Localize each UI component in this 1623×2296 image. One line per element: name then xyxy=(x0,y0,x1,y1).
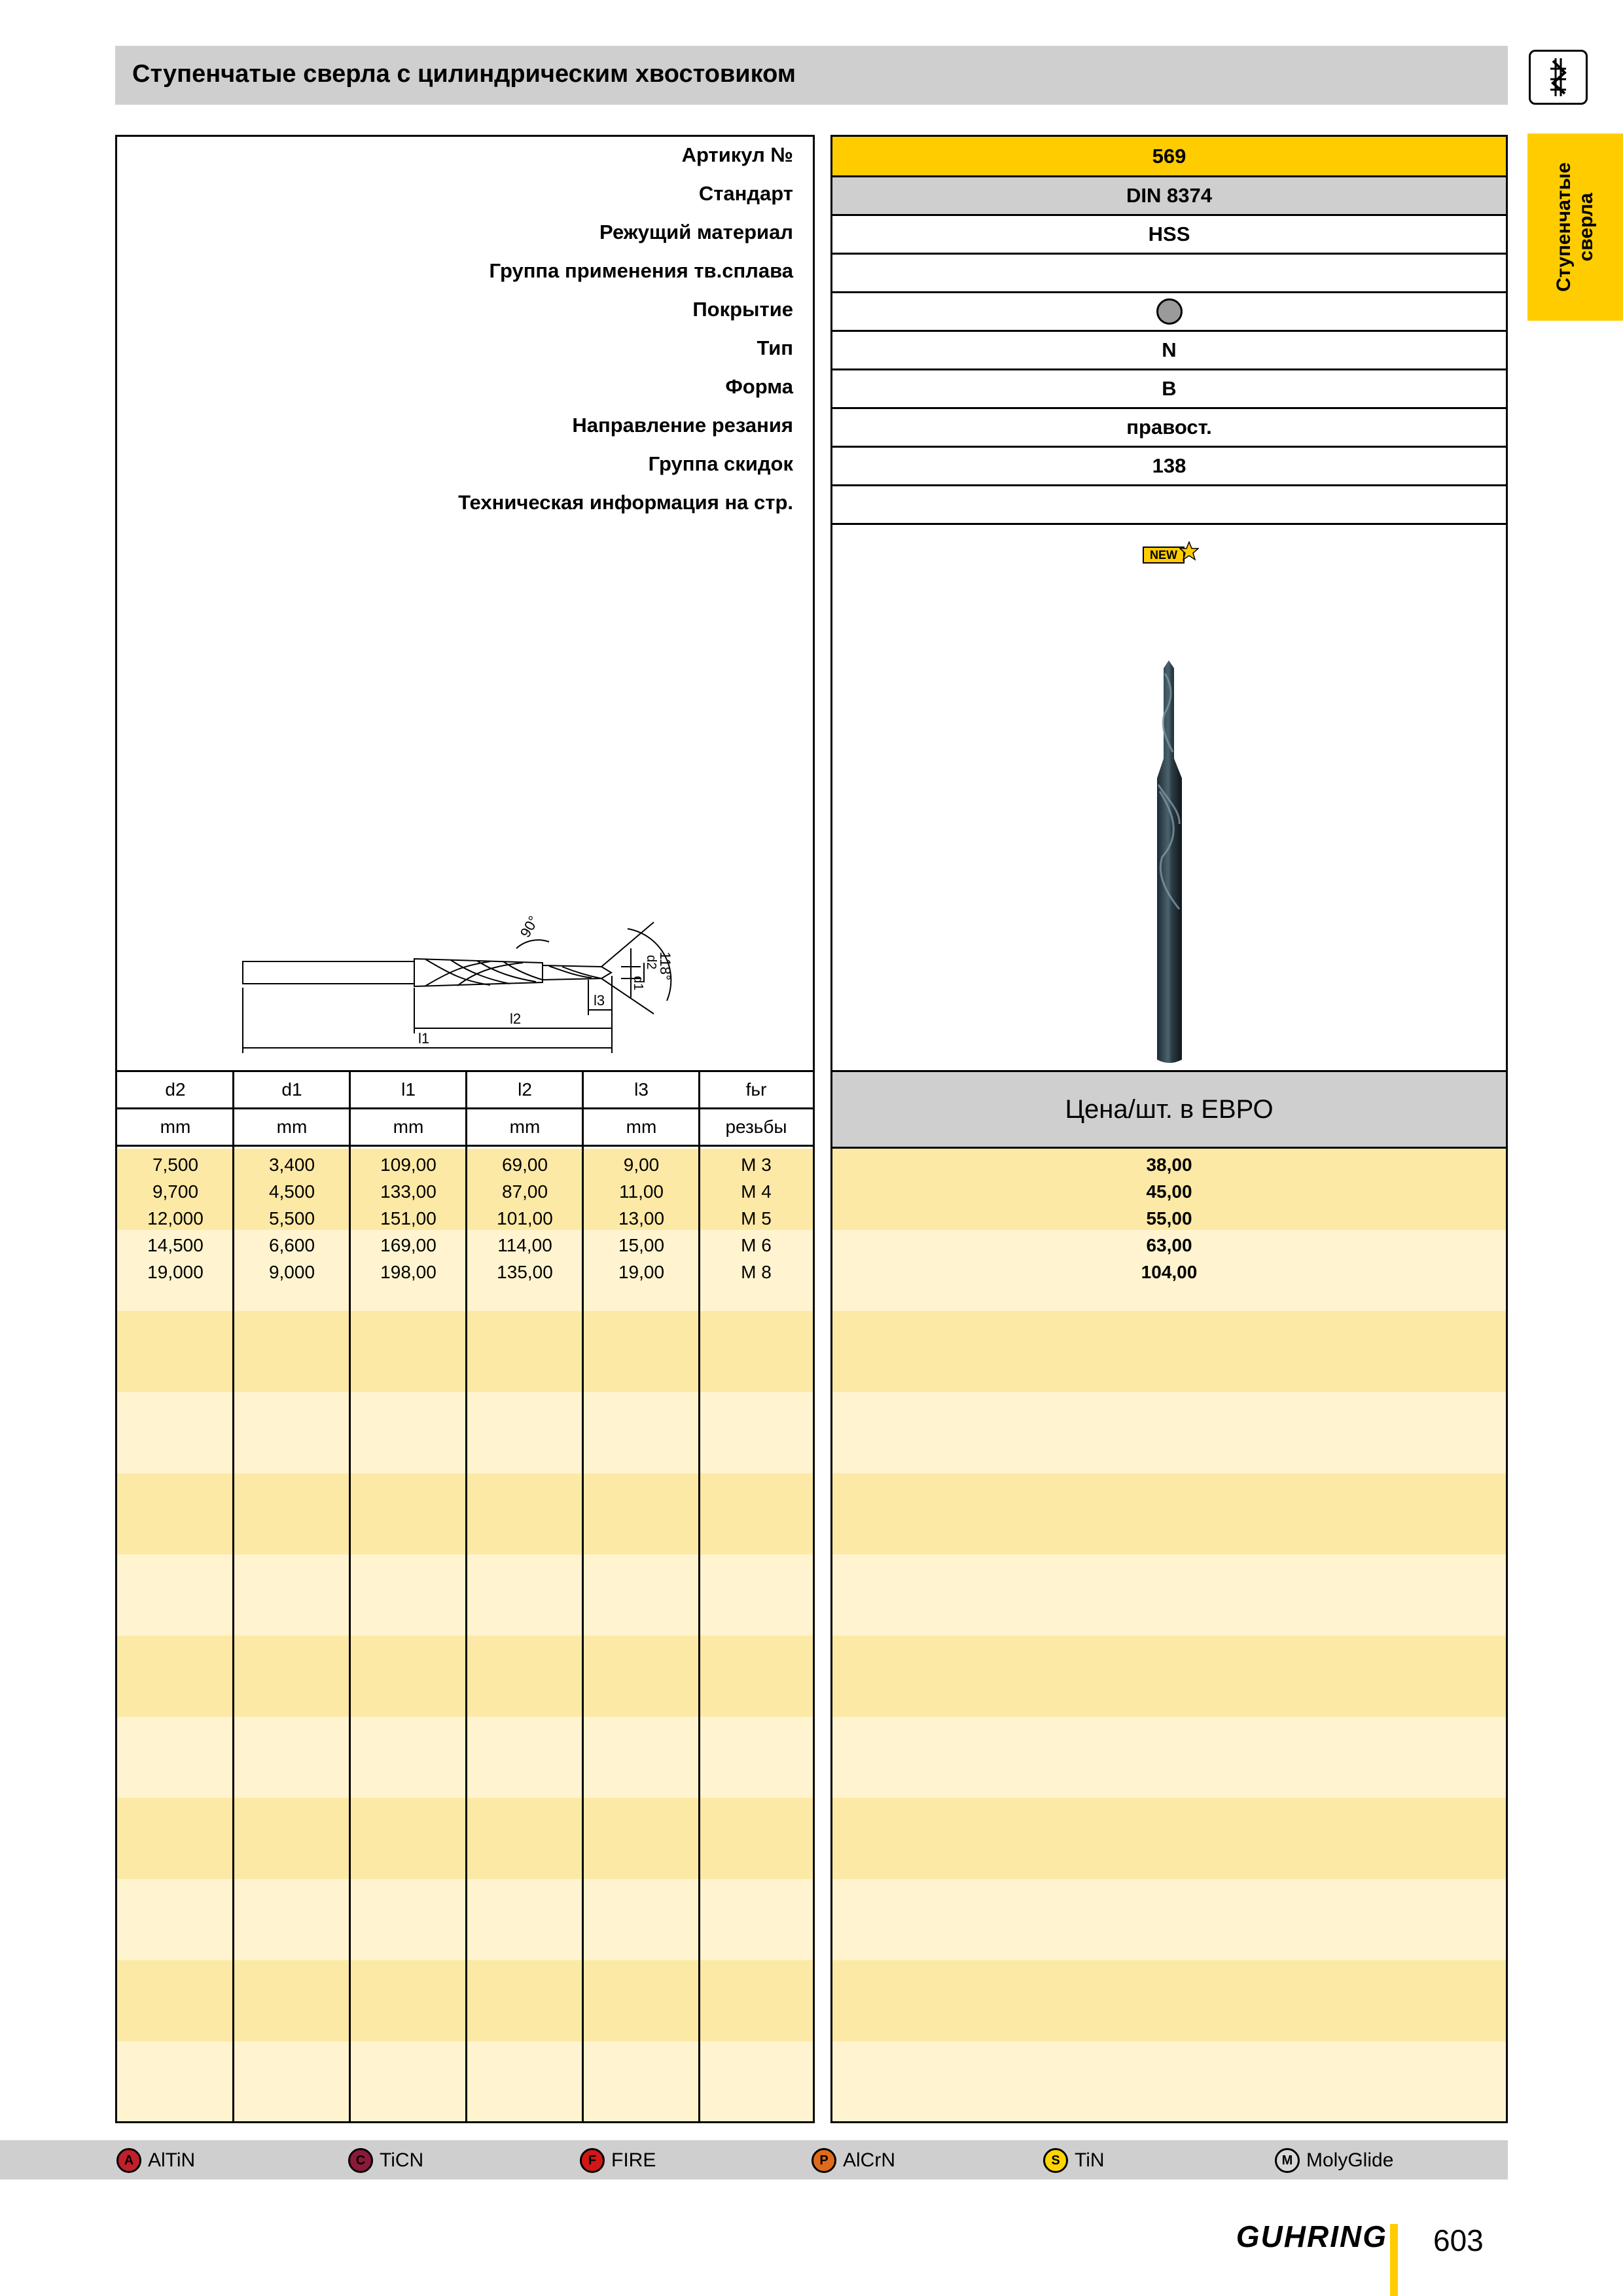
col-header-thread: fьr xyxy=(700,1072,813,1109)
label-form: Форма xyxy=(725,375,793,398)
star-icon xyxy=(1179,541,1199,561)
price-value: 45,00 xyxy=(1146,1181,1192,1202)
page-number: 603 xyxy=(1433,2223,1484,2257)
col-header-l1: l1 xyxy=(350,1072,467,1109)
unit-l2: mm xyxy=(467,1109,583,1147)
label-carbide-group: Группа применения тв.сплава xyxy=(489,259,793,282)
label-article-no: Артикул № xyxy=(681,143,793,166)
tin-icon: S xyxy=(1043,2148,1068,2173)
page-title: Ступенчатые сверла с цилиндрическим хвостовиком xyxy=(132,60,796,88)
value-article-no: 569 xyxy=(832,137,1506,177)
value-cutting-direction: правост. xyxy=(832,409,1506,448)
value-form: B xyxy=(832,370,1506,409)
guhring-logo: GUHRING xyxy=(1236,2219,1387,2253)
category-side-tab[interactable] xyxy=(1527,134,1623,321)
value-tech-info-page xyxy=(832,486,1506,525)
price-value: 55,00 xyxy=(1146,1208,1192,1229)
dim-l2-label: l2 xyxy=(510,1011,522,1027)
dim-l1-label: l1 xyxy=(418,1030,430,1047)
price-body xyxy=(832,1149,1506,2121)
legend-item-altin: A AlTiN xyxy=(116,2148,195,2173)
value-coating xyxy=(832,293,1506,332)
value-type: N xyxy=(832,332,1506,370)
angle-90-label: 90° xyxy=(516,913,542,941)
column-divider xyxy=(698,1072,700,2121)
new-badge-text: NEW xyxy=(1143,547,1185,564)
label-cutting-material: Режущий материал xyxy=(599,221,793,243)
price-header: Цена/шт. в ЕВРО xyxy=(832,1072,1506,1149)
footer-accent-bar xyxy=(1390,2224,1398,2296)
column-divider xyxy=(582,1072,584,2121)
price-value: 38,00 xyxy=(1146,1155,1192,1175)
col-header-d1: d1 xyxy=(234,1072,350,1109)
label-cutting-direction: Направление резания xyxy=(572,414,793,437)
new-badge xyxy=(1143,541,1199,567)
column-divider xyxy=(465,1072,467,2121)
dimension-table xyxy=(115,1070,815,2123)
unit-d2: mm xyxy=(117,1109,234,1147)
unit-thread: резьбы xyxy=(700,1109,813,1147)
dim-d1-label: d1 xyxy=(631,976,645,991)
fire-icon: F xyxy=(580,2148,605,2173)
properties-label-panel xyxy=(115,135,815,1072)
angle-118-label: 118° xyxy=(657,952,673,980)
coating-legend xyxy=(0,2140,1508,2179)
molyglide-icon: M xyxy=(1275,2148,1300,2173)
unit-d1: mm xyxy=(234,1109,350,1147)
price-table xyxy=(830,1070,1508,2123)
value-standard: DIN 8374 xyxy=(832,177,1506,216)
value-discount-group: 138 xyxy=(832,448,1506,486)
unit-l3: mm xyxy=(583,1109,700,1147)
col-header-d2: d2 xyxy=(117,1072,234,1109)
properties-value-panel xyxy=(830,135,1508,1072)
step-drill-category-icon xyxy=(1529,50,1588,105)
col-header-l2: l2 xyxy=(467,1072,583,1109)
column-divider xyxy=(232,1072,234,2121)
label-discount-group: Группа скидок xyxy=(648,452,793,475)
legend-item-alcrn: P AlCrN xyxy=(812,2148,895,2173)
label-coating: Покрытие xyxy=(692,298,793,321)
value-cutting-material: HSS xyxy=(832,216,1506,255)
price-value: 104,00 xyxy=(1141,1262,1198,1282)
uncoated-icon xyxy=(1156,298,1183,325)
unit-l1: mm xyxy=(350,1109,467,1147)
altin-icon: A xyxy=(116,2148,141,2173)
label-standard: Стандарт xyxy=(698,182,793,205)
drill-technical-drawing xyxy=(235,903,811,1066)
side-tab-label: Ступенчатые сверла xyxy=(1553,162,1597,292)
step-drill-photo xyxy=(1140,660,1199,1066)
label-tech-info-page: Техническая информация на стр. xyxy=(458,491,793,514)
legend-item-molyglide: M MolyGlide xyxy=(1275,2148,1393,2173)
title-bar xyxy=(115,46,1508,105)
legend-item-tin: S TiN xyxy=(1043,2148,1105,2173)
value-carbide-group xyxy=(832,255,1506,293)
label-type: Тип xyxy=(757,336,793,359)
ticn-icon: C xyxy=(348,2148,373,2173)
dim-l3-label: l3 xyxy=(594,992,605,1009)
legend-item-ticn: C TiCN xyxy=(348,2148,423,2173)
column-divider xyxy=(349,1072,351,2121)
alcrn-icon: P xyxy=(812,2148,836,2173)
table-body: 7,500 3,400 109,00 69,00 9,00 M 3 9,700 4,500 133,00 87,00 11,00 M 4 12,000 5,500 151,00 101,00 13,00 M 5 14,500 6,600 169,00 114,00 15,00 M 6 19,000 9,000 198,00 135,00 19,00 M 8 xyxy=(117,1149,813,2121)
col-header-l3: l3 xyxy=(583,1072,700,1109)
price-value: 63,00 xyxy=(1146,1235,1192,1255)
legend-item-fire: F FIRE xyxy=(580,2148,656,2173)
dim-d2-label: d2 xyxy=(644,955,658,970)
